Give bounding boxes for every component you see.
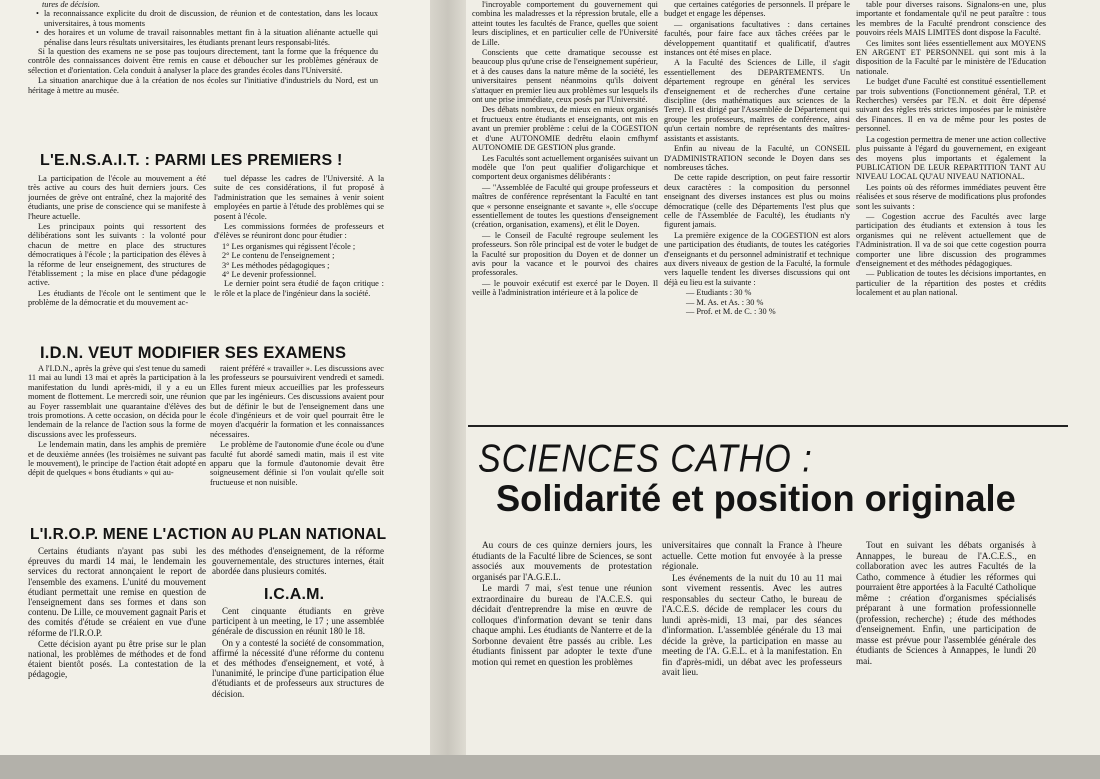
- faculty-paragraph: — Cogestion accrue des Facultés avec large participation des étudiants et extension à tous les organismes qui ne relèvent actuellement que de l'Administration. Il va de soi que cette cogestion pourra comporter une libre discussion des programmes d'enseignement et des méthodes pédagogiques.: [856, 211, 1046, 268]
- faculty-paragraph: Des débats nombreux, de mieux en mieux organisés et fructueux entre étudiants et enseignants, ont mis en avant un premier problème : celui de la COGESTION et d'une AUTONOMIE dedrêtu elaoin cmfhymf AUTONOMIE DE GESTION plus grande.: [472, 105, 658, 153]
- ensait-paragraph: tuel dépasse les cadres de l'Université. A la suite de ces considérations, il fut proposé à l'administration que les semaines à venir soient employées en partie à l'étude des problèmes qui se posent à l'école.: [214, 174, 384, 221]
- idn-title: I.D.N. VEUT MODIFIER SES EXAMENS: [40, 344, 347, 362]
- ensait-paragraph: Les commissions formées de professeurs et d'élèves se réuniront donc pour étudier :: [214, 222, 384, 241]
- faculty-paragraph: table pour diverses raisons. Signalons-en une, plus importante et fondamentale qu'il ne peut paraître : tous les membres de la Faculté prendront conscience des pouvoirs réels MAIS LIMITES dont dispose la Faculté.: [856, 0, 1046, 38]
- icam-paragraph: On y a contesté la société de consommation, affirmé la nécessité d'une réforme du contenu et des méthodes d'enseignement, et voté, à l'unanimité, le principe d'une participation élue d'étudiants et de professeurs aux structures de décision.: [212, 637, 384, 699]
- irop-paragraph: des méthodes d'enseignement, de la réforme gouvernementale, des structures internes, était abordée dans plusieurs comités.: [212, 546, 384, 577]
- intro-paragraph: Si la question des examens ne se pose pas toujours directement, tant la forme que la fréquence du contrôle des connaissances doivent être remis en cause et déboucher sur les problèmes généraux de sélection et d'orientation. Cela conduit à analyser la place des grandes écoles dans l'Université.: [28, 47, 378, 75]
- ensait-paragraph: Les principaux points qui ressortent des délibérations sont les suivants : la volonté pour chacun de mettre en place des structures démocratiques à l'école ; la participation des élèves à la réforme de leur enseignement, des structures de l'établissement ; la mise en place d'une pédagogie active.: [28, 222, 206, 288]
- intro-fragment: tures de décision.: [42, 0, 100, 9]
- irop-col1: [28, 546, 206, 728]
- catho-paragraph: universitaires que connaît la France à l'heure actuelle. Cette motion fut envoyée à la presse régionale.: [662, 540, 842, 571]
- catho-paragraph: Les événements de la nuit du 10 au 11 mai sont vivement ressentis. Avec les autres responsables du secteur Catho, le bureau de l'A.C.E.S. décide de remplacer les cours du lundi après-midi, 13 mai, par des séances d'information. L'assemblée générale du 13 mai décide la grève, la participation en masse au meeting de l'A. G.E.L. et à la manifestation. En fin d'après-midi, un débat avec les professeurs avait lieu.: [662, 572, 842, 677]
- ensait-list-item: 2° Le contenu de l'enseignement ;: [222, 251, 335, 261]
- catho-paragraph: Tout en suivant les débats organisés à Annappes, le bureau de l'A.C.E.S., en collaboration avec les autres Facultés de la Catho, commence à étudier les réformes qui pourraient être apportées à la Faculté Catholique même : création d'organismes spécialisés préparant à une formation professionnelle (profession, recherche) ; étude des méthodes d'enseignement. Enfin, une participation de masse est prévue pour l'assemblée générale des étudiants de Sciences à Annappes, le lundi 20 mai.: [856, 540, 1036, 666]
- faculty-paragraph: De cette rapide description, on peut faire ressortir deux caractères : la composition du personnel enseignant des diverses instances est plus ou moins démocratique (celle des Départements l'est plus que celle de l'Assemblée de Faculté), les étudiants n'y figurent jamais.: [664, 173, 850, 230]
- faculty-paragraph: — le Conseil de Faculté regroupe seulement les professeurs. Son rôle principal est de voter le budget de la Faculté sur proposition du Doyen et de donner un avis pour la vacance et le pourvoi des chaires professorales.: [472, 230, 658, 278]
- ensait-paragraph: Les étudiants de l'école ont le sentiment que le problème de la démocratie et du mouvement ac-: [28, 288, 206, 308]
- faculty-paragraph: A la Faculté des Sciences de Lille, il s'agit essentiellement des DEPARTEMENTS. Un département regroupe en général les services d'enseignement et de recherches d'une certaine discipline (des mathématiques aux sciences de la Terre). Il est dirigé par l'Assemblée de Département qui groupe les professeurs, maîtres de conférence, ainsi qu'un certain nombre de représentants des maîtres-assistants et assistants.: [664, 58, 850, 143]
- faculty-paragraph: Conscients que cette dramatique secousse est beaucoup plus qu'une crise de l'enseignement supérieur, et à des causes dans la nature même de la société, les universitaires pensent néanmoins qu'ils doivent s'attaquer en premier lieu aux problèmes sur lesquels ils ont une prise immédiate, ceux posés par l'Université.: [472, 48, 658, 105]
- catho-kicker: SCIENCES CATHO :: [478, 437, 813, 481]
- ensait-title: L'E.N.S.A.I.T. : PARMI LES PREMIERS !: [40, 152, 343, 169]
- catho-col1: [472, 540, 652, 740]
- faculty-paragraph: que certaines catégories de personnels. Il prépare le budget et engage les dépenses.: [664, 0, 850, 19]
- share-line: — Prof. et M. de C. : 30 %: [686, 307, 776, 316]
- faculty-paragraph: — "Assemblée de Faculté qui groupe professeurs et maîtres de conférence représentant la Faculté en tant que « personne enseignante et savante », elle s'occupe essentiellement de toutes les questions d'enseignement (création, organisation, examens), et élit le Doyen.: [472, 182, 658, 230]
- ensait-paragraph: Le dernier point sera étudié de façon critique : le rôle et la place de l'ingénieur dans la société.: [214, 279, 384, 298]
- bottom-margin: [0, 755, 1100, 779]
- faculty-col3: [856, 0, 1046, 420]
- idn-paragraph: Le lendemain matin, dans les amphis de première et de deuxième années (les troisièmes ne suivant pas le mouvement), le principe de l'action était adopté en dépit de quelques « bons étudiants » qui au-: [28, 440, 206, 478]
- share-line: — Etudiants : 30 %: [686, 288, 752, 298]
- ensait-list-item: 4° Le devenir professionnel.: [222, 270, 317, 280]
- idn-col2: [210, 364, 384, 526]
- faculty-paragraph: — organisations facultatives : dans certaines facultés, pour faire face aux tâches créées par le développement quantitatif et qualificatif, d'autres instances ont été mises en place.: [664, 19, 850, 58]
- irop-paragraph: Cette décision ayant pu être prise sur le plan national, les problèmes de méthodes et de fond étaient bientôt posés. La contestation de la pédagogie,: [28, 638, 206, 680]
- intro-block: [28, 0, 378, 152]
- icam-title: I.C.A.M.: [264, 586, 325, 603]
- section-rule: [468, 425, 1068, 427]
- faculty-paragraph: Enfin au niveau de la Faculté, un CONSEIL D'ADMINISTRATION seconde le Doyen dans ses nombreuses tâches.: [664, 144, 850, 172]
- irop-title: L'I.R.O.P. MENE L'ACTION AU PLAN NATIONAL: [30, 526, 387, 543]
- ensait-list-item: 1° Les organismes qui régissent l'école ;: [222, 241, 356, 251]
- ensait-col2: [214, 174, 384, 342]
- faculty-paragraph: Le budget d'une Faculté est constitué essentiellement par trois subventions (Fonctionnement général, T.P. et Recherches) versées par l'E.N. et doit être dépensé suivant des règles très strictes imposées par le ministère des Finances. Il en va de même pour les postes de personnel.: [856, 77, 1046, 134]
- idn-col1: [28, 364, 206, 526]
- intro-bullet: • des horaires et un volume de travail raisonnables mettant fin à la situation aliénante actuelle qui pénalise dans leurs résultats universitaires, les étudiants prenant leurs responsabi-lités.: [44, 28, 378, 47]
- share-line: — M. As. et As. : 30 %: [686, 297, 764, 307]
- ensait-col1: [28, 174, 206, 342]
- ensait-list-item: 3° Les méthodes pédagogiques ;: [222, 260, 330, 270]
- faculty-paragraph: Les points où des réformes immédiates peuvent être réalisées et sous réserve de modifications plus profondes sont les suivants :: [856, 182, 1046, 211]
- irop-paragraph: Certains étudiants n'ayant pas subi les épreuves du mardi 14 mai, le lendemain les services du rectorat annonçaient le report de l'ensemble des examens. L'unité du mouvement étudiant permettait une remise en question de l'enseignement dans ses formes et dans son contenu. De Lille, ce mouvement gagnait Paris et des comités d'étude se créaient en vue d'une réforme de l'I.R.O.P.: [28, 546, 206, 638]
- faculty-col1: [472, 0, 658, 420]
- irop-col2: [212, 546, 384, 586]
- faculty-paragraph: Les Facultés sont actuellement organisées suivant un modèle que l'on peut qualifier d'oligarchique et comportent deux organismes délibérants :: [472, 153, 658, 182]
- faculty-paragraph: Ces limites sont liées essentiellement aux MOYENS EN ARGENT ET PERSONNEL qui sont mis à la disposition de la Faculté par le ministère de l'Education nationale.: [856, 38, 1046, 76]
- catho-col3: [856, 540, 1036, 740]
- intro-bullet: • la reconnaissance explicite du droit de discussion, de réunion et de contestation, dans les locaux universitaires, à tous moments: [44, 9, 378, 28]
- faculty-paragraph: La première exigence de la COGESTION est alors une participation des étudiants, de toutes les catégories d'enseignants et du personnel administratif et technique aux divers niveaux de gestion de la Faculté, la formule vers laquelle tendent les diverses discussions qui ont déjà eu lieu est la suivante :: [664, 230, 850, 287]
- catho-headline: Solidarité et position originale: [496, 478, 1016, 519]
- page-fold: [430, 0, 466, 779]
- idn-paragraph: raient préféré « travailler ». Les discussions avec les professeurs se poursuivirent vendredi et samedi. Elles furent mieux accueillies par les professeurs que par les ingénieurs. Ces discussions avaient pour but de définir le but de l'enseignement dans une école d'ingénieurs et de voir quel pourrait être le moyen d'acquérir la formation et les connaissances nécessaires.: [210, 364, 384, 439]
- icam-block: [212, 606, 384, 728]
- intro-paragraph: La situation anarchique due à la création de nos écoles sur l'initiative d'industriels du Nord, est un héritage à mettre au musée.: [28, 76, 378, 95]
- faculty-col2: [664, 0, 850, 420]
- faculty-paragraph: La cogestion permettra de mener une action collective plus puissante à l'égard du gouvernement, en exigeant des moyens plus importants et également la PUBLICATION DE LEUR REPARTITION TANT AU NIVEAU LOCAL QU'AU NIVEAU NATIONAL.: [856, 134, 1046, 182]
- idn-paragraph: A l'I.D.N., après la grève qui s'est tenue du samedi 11 mai au lundi 13 mai et après la participation à la manifestation du lundi après-midi, il y a eu un moment de flottement. Le mercredi soir, une réunion au Foyer rassemblait une quarantaine d'élèves des trois promotions. A cette occasion, on décida pour le lendemain de la relance de l'action sous la forme de discussions avec les professeurs.: [28, 364, 206, 439]
- faculty-paragraph: l'incroyable comportement du gouvernement qui combina les maladresses et la répression brutale, elle a atteint toutes les facultés de France, quelles que soient leurs disciplines, et en particulier celle de l'Université de Lille.: [472, 0, 658, 47]
- faculty-paragraph: — Publication de toutes les décisions importantes, en particulier de la répartition des postes et crédits localement et au plan national.: [856, 269, 1046, 298]
- idn-paragraph: Le problème de l'autonomie d'une école ou d'une faculté fut abordé samedi matin, mais il est vite apparu que la formule d'autonomie devait être soigneusement définie si l'on voulait qu'elle soit fructueuse et non nuisible.: [210, 440, 384, 487]
- icam-paragraph: Cent cinquante étudiants en grève participent à un meeting, le 17 ; une assemblée générale de discussion en réunit 180 le 18.: [212, 606, 384, 637]
- catho-paragraph: Au cours de ces quinze derniers jours, les étudiants de la Faculté libre de Sciences, se sont associés aux mouvements de protestation organisés par l'A.G.E.L.: [472, 540, 652, 582]
- catho-paragraph: Le mardi 7 mai, s'est tenue une réunion extraordinaire du bureau de l'A.C.E.S. qui décidait d'entreprendre la mise en œuvre de colloques d'information devant se tenir dans chaque amphi. Les étudiants de Nanterre et de la Sorbonne devaient être passés au crible. Les étudiants finissent par adopter le texte d'une motion qui remet en question les problèmes: [472, 583, 652, 667]
- ensait-paragraph: La participation de l'école au mouvement a été très active au cours des huit derniers jours. Ces journées de grève ont entraîné, chez la majorité des étudiants, une prise de conscience qui se manifeste à l'heure actuelle.: [28, 174, 206, 221]
- catho-col2: [662, 540, 842, 740]
- faculty-paragraph: — le pouvoir exécutif est exercé par le Doyen. Il veille à l'administration intérieure et à la police de: [472, 278, 658, 298]
